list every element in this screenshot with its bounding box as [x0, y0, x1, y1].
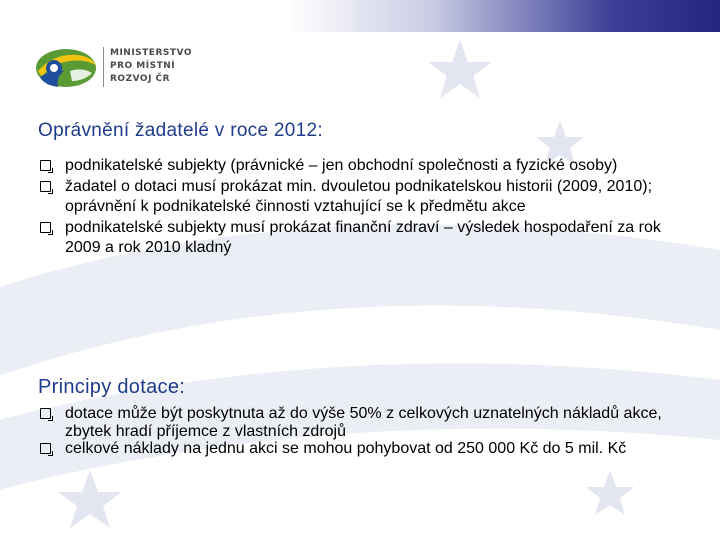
list-item — [40, 177, 680, 218]
list-item — [40, 156, 680, 177]
checkbox-bullet-icon — [40, 443, 51, 454]
logo-line-3: ROZVOJ ČR — [110, 74, 171, 84]
list-item-text: podnikatelské subjekty musí prokázat finanční zdraví – výsledek hospodaření za rok 2009 a rok 2010 kladný — [65, 218, 661, 256]
list-item-text: celkové náklady na jednu akci se mohou pohybovat od 250 000 Kč do 5 mil. Kč — [65, 440, 627, 457]
subsidy-principles-list — [40, 405, 680, 458]
logo-divider — [103, 47, 104, 87]
checkbox-bullet-icon — [40, 181, 51, 192]
section-heading-subsidy-principles: Principy dotace: — [38, 376, 186, 398]
logo-line-2: PRO MÍSTNÍ — [110, 61, 176, 71]
ministry-logo-text — [110, 47, 192, 86]
list-item-text: žadatel o dotaci musí prokázat min. dvouletou podnikatelskou historii (2009, 2010); oprávnění k podnikatelské činnosti vztahující se k předmětu akce — [65, 177, 653, 215]
logo-line-1: MINISTERSTVO — [110, 48, 192, 58]
list-item — [40, 440, 680, 458]
checkbox-bullet-icon — [40, 160, 51, 171]
checkbox-bullet-icon — [40, 222, 51, 233]
ministry-logo-icon — [34, 47, 98, 89]
list-item — [40, 218, 680, 259]
list-item-text: dotace může být poskytnuta až do výše 50% z celkových uznatelných nákladů akce, zbytek hradí příjemce z vlastních zdrojů — [65, 405, 662, 440]
section-heading-eligible-applicants: Oprávnění žadatelé v roce 2012: — [38, 120, 323, 141]
list-item-text: podnikatelské subjekty (právnické – jen obchodní společnosti a fyzické osoby) — [65, 157, 618, 174]
list-item — [40, 405, 680, 440]
eligible-applicants-list — [40, 156, 680, 259]
checkbox-bullet-icon — [40, 408, 51, 419]
